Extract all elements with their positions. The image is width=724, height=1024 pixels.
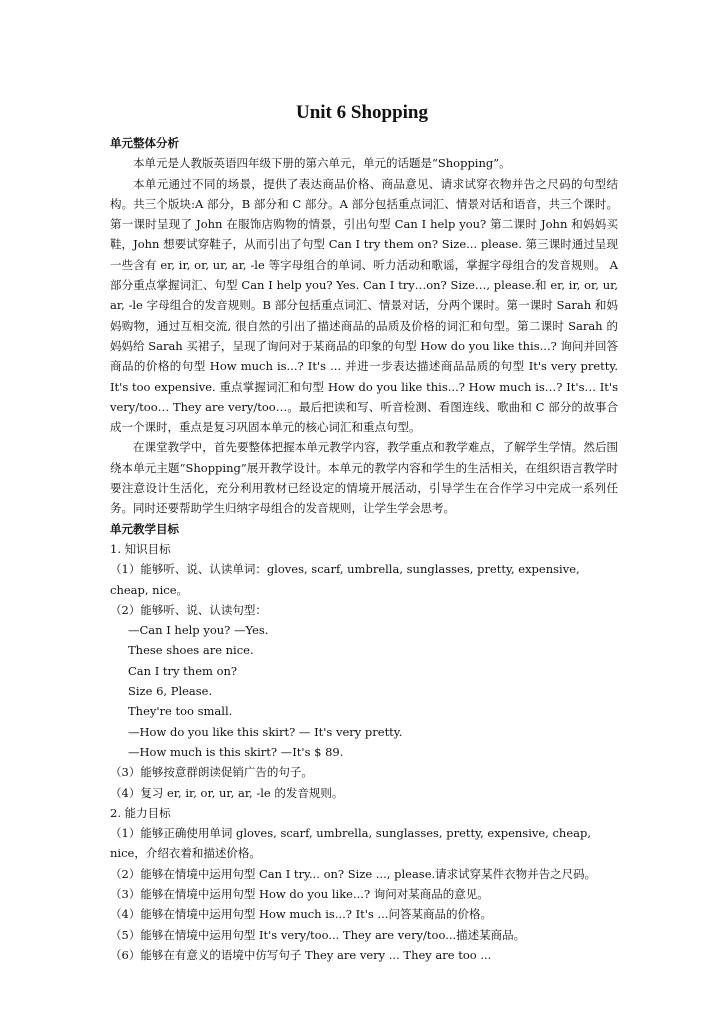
sentence-line: —How much is this skirt? —It's $ 89. [128, 744, 344, 759]
section-heading-analysis: 单元整体分析 [110, 136, 179, 150]
ability-item-6: （6）能够在有意义的语境中仿写句子 They are very ... They are too ... [110, 947, 492, 962]
ability-item-1: （1）能够正确使用单词 gloves, scarf, umbrella, sunglasses, pretty, expensive, cheap, nice，介绍衣着和描述价格。 [110, 826, 592, 861]
knowledge-item-2: （2）能够听、说、认读句型： [110, 602, 267, 617]
section-heading-objectives: 单元教学目标 [110, 521, 179, 536]
sentence-line: —How do you like this skirt? — It's very pretty. [128, 724, 403, 739]
page-title: Unit 6 Shopping [295, 102, 428, 123]
ability-item-2: （2）能够在情境中运用句型 Can I try... on? Size ..., please.请求试穿某件衣物并告之尺码。 [110, 866, 597, 881]
knowledge-item-3: （3）能够按意群朗读促销广告的句子。 [110, 765, 313, 780]
knowledge-item-1: （1）能够听、说、认读单词：gloves, scarf, umbrella, sunglasses, pretty, expensive, cheap, nice。 [110, 562, 580, 597]
analysis-paragraph-1: 本单元是人教版英语四年级下册的第六单元，单元的话题是“Shopping”。 [133, 156, 511, 171]
ability-item-4: （4）能够在情境中运用句型 How much is...? It's ...问答某商品的价格。 [110, 907, 492, 922]
sentence-line: These shoes are nice. [128, 643, 254, 658]
analysis-paragraph-3: 在课堂教学中，首先要整体把握本单元教学内容，教学重点和教学难点，了解学生学情。然后围绕本单元主题“Shopping”展开教学设计。本单元的教学内容和学生的生活相关，在组织语言教学时要注意设计生活化，充分利用教材已经设定的情境开展活动，引导学生在合作学习中完成一系列任务。同时还要帮助学生归纳字母组合的发音规则，让学生学会思考。 [110, 440, 618, 516]
knowledge-objectives-title: 1. 知识目标 [110, 541, 171, 556]
analysis-paragraph-2: 本单元通过不同的场景，提供了表达商品价格、商品意见、请求试穿衣物并告之尺码的句型结构。共三个版块:A 部分，B 部分和 C 部分。A 部分包括重点词汇、情景对话和语音，共三个课时。第一课时呈现了 John 在服饰店购物的情景，引出句型 Can I help you? 第二课时 John 和妈妈买鞋，John 想要试穿鞋子，从而引出了句型 Can I try them on? Size... please. 第三课时通过呈现一些含有 er, ir, or, ur, ar, -le 等字母组合的单词、听力活动和歌谣，掌握字母组合的发音规则。 A 部分重点掌握词汇、句型 Can I help you? Yes. Can I try…on? Size…, please.和 er, ir, or, ur, ar, -le 字母组合的发音规则。B 部分包括重点词汇、情景对话，分两个课时。第一课时 Sarah 和妈妈购物，通过互相交流, 很自然的引出了描述商品的品质及价格的词汇和句型。第二课时 Sarah 的妈妈给 Sarah 买裙子，呈现了询问对于某商品的印象的句型 How do you like this...? 询问并回答商品的价格的句型 How much is...? It's ... 并进一步表达描述商品品质的句型 It's very pretty. It's too expensive. 重点掌握词汇和句型 How do you like this...? How much is…? It's… It's very/too… They are very/too…。最后把读和写、听音检测、看图连线、歌曲和 C 部分的故事合成一个课时，重点是复习巩固本单元的核心词汇和重点句型。 [110, 176, 618, 435]
ability-item-3: （3）能够在情境中运用句型 How do you like...? 询问对某商品的意见。 [110, 886, 489, 901]
ability-objectives-title: 2. 能力目标 [110, 805, 171, 820]
document-body [110, 133, 618, 965]
sentence-line: They're too small. [128, 704, 233, 719]
ability-item-5: （5）能够在情境中运用句型 It's very/too... They are very/too...描述某商品。 [110, 927, 526, 942]
knowledge-item-4: （4）复习 er, ir, or, ur, ar, -le 的发音规则。 [110, 785, 344, 800]
sentence-line: —Can I help you? —Yes. [128, 623, 269, 638]
sentence-line: Size 6, Please. [128, 684, 213, 699]
sentence-line: Can I try them on? [128, 663, 238, 678]
